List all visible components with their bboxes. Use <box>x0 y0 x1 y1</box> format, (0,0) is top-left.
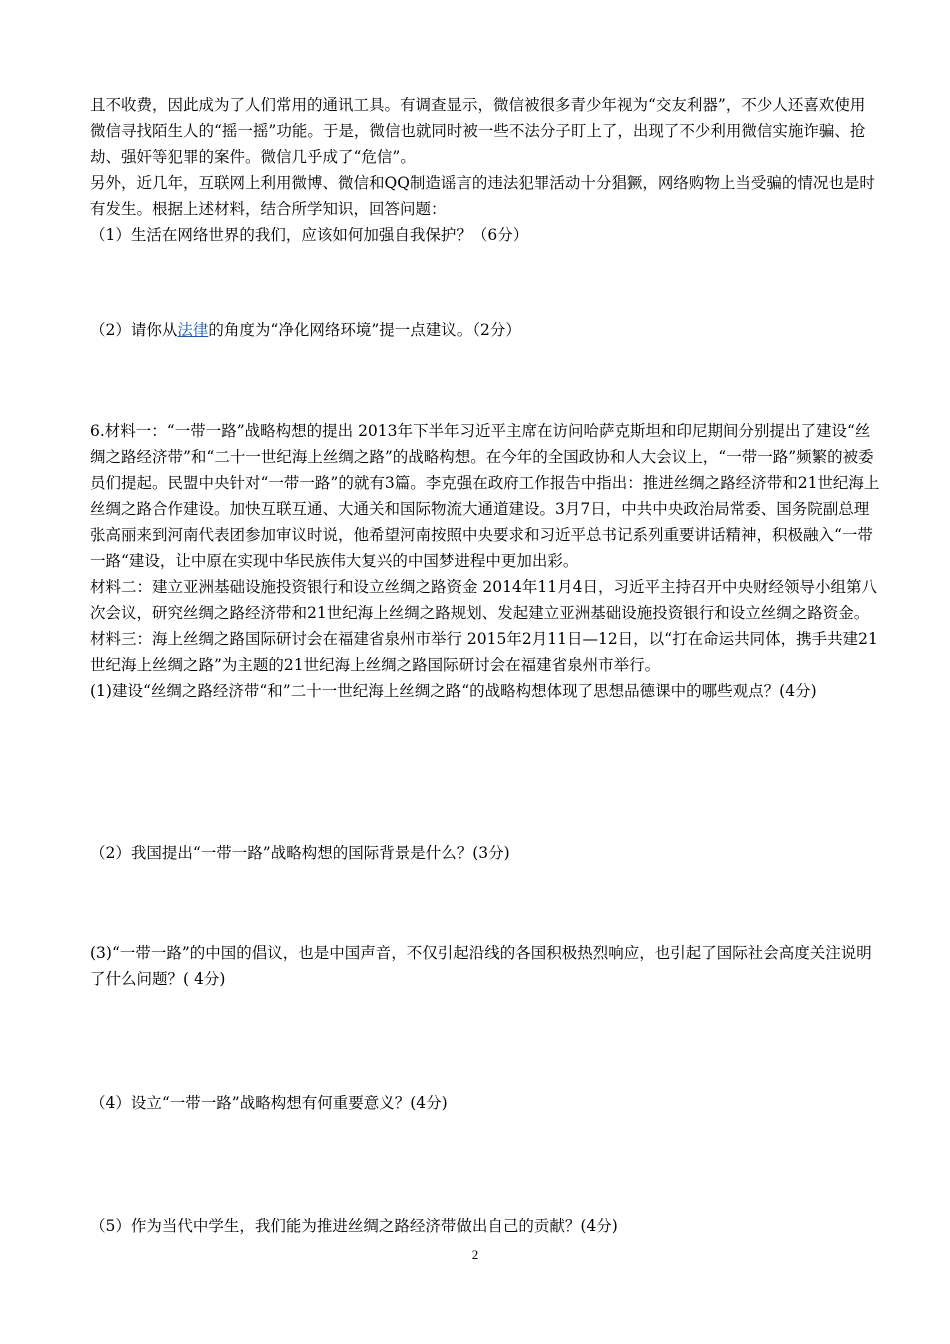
page-number: 2 <box>471 1247 479 1262</box>
question-6-2: （2）我国提出“一带一路”战略构想的国际背景是什么？(3分) <box>90 844 510 862</box>
material-paragraph-internet: 另外，近几年，互联网上利用微博、微信和QQ制造谣言的违法犯罪活动十分猖獗，网络购物上当受骗的情况也是时有发生。根据上述材料，结合所学知识，回答问题： <box>90 174 875 218</box>
question-5-2-prefix: （2）请你从 <box>90 321 178 339</box>
question-6-4: （4）设立“一带一路”战略构想有何重要意义？(4分) <box>90 1094 448 1112</box>
material-two: 材料二：建立亚洲基础设施投资银行和设立丝绸之路资金 2014年11月4日，习近平主持召开中央财经领导小组第八次会议，研究丝绸之路经济带和21世纪海上丝绸之路规划、发起建立亚洲基础设施投资银行和设立丝绸之路资金。 <box>90 578 877 622</box>
material-three: 材料三：海上丝绸之路国际研讨会在福建省泉州市举行 2015年2月11日—12日，以“打在命运共同体，携手共建21世纪海上丝绸之路”为主题的21世纪海上丝绸之路国际研讨会在福建省泉州市举行。 <box>90 630 878 674</box>
material-one: 6.材料一：“一带一路”战略构想的提出 2013年下半年习近平主席在访问哈萨克斯坦和印尼期间分别提出了建设“丝绸之路经济带”和“二十一世纪海上丝绸之路”的战略构想。在今年的全国政协和人大会议上，“一带一路”频繁的被委员们提起。民盟中央针对“一带一路”的就有3篇。李克强在政府工作报告中指出：推进丝绸之路经济带和21世纪海上丝绸之路合作建设。加快互联互通、大通关和国际物流大通道建设。3月7日，中共中央政治局常委、国务院副总理张高丽来到河南代表团参加审议时说，他希望河南按照中央要求和习近平总书记系列重要讲话精神，积极融入“一带一路“建设，让中原在实现中华民族伟大复兴的中国梦进程中更加出彩。 <box>90 422 880 570</box>
question-5-2-suffix: 的角度为“净化网络环境”提一点建议。（2分） <box>208 321 521 339</box>
question-6-materials <box>90 418 880 704</box>
question-5-1: （1）生活在网络世界的我们，应该如何加强自我保护？（6分） <box>90 226 529 244</box>
material-text-block <box>90 92 880 248</box>
material-paragraph-wechat: 且不收费，因此成为了人们常用的通讯工具。有调查显示，微信被很多青少年视为“交友利器”，不少人还喜欢使用微信寻找陌生人的“摇一摇”功能。于是，微信也就同时被一些不法分子盯上了，出现了不少利用微信实施诈骗、抢劫、强奸等犯罪的案件。微信几乎成了“危信”。 <box>90 96 866 166</box>
question-6-3: (3)“一带一路”的中国的倡议，也是中国声音，不仅引起沿线的各国积极热烈响应，也引起了国际社会高度关注说明了什么问题？( 4分) <box>90 944 872 988</box>
question-5-2 <box>90 317 880 343</box>
question-6-5: （5）作为当代中学生，我们能为推进丝绸之路经济带做出自己的贡献？(4分) <box>90 1217 618 1235</box>
law-link[interactable]: 法律 <box>177 321 209 339</box>
question-6-1: (1)建设“丝绸之路经济带“和”二十一世纪海上丝绸之路“的战略构想体现了思想品德课中的哪些观点？(4分) <box>90 682 817 700</box>
